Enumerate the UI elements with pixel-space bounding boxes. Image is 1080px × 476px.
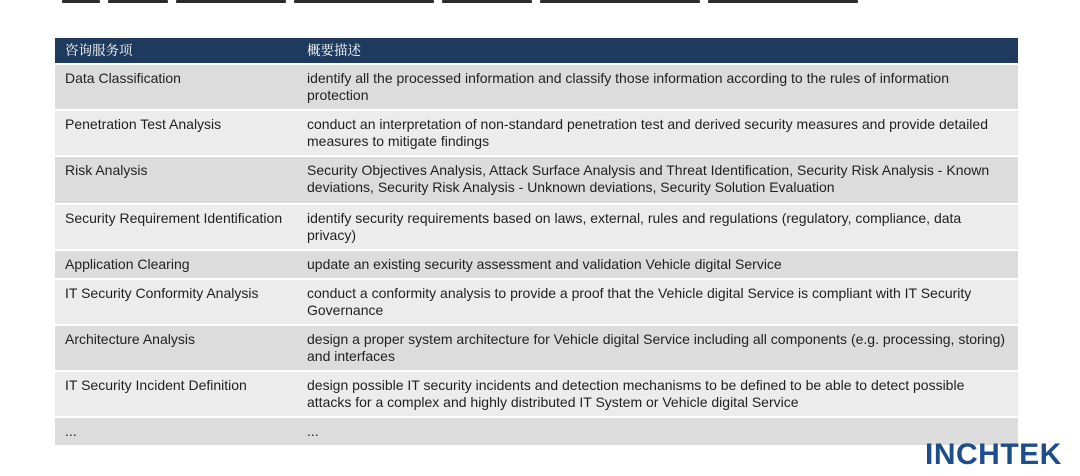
- service-cell: ...: [55, 416, 297, 445]
- service-cell: Penetration Test Analysis: [55, 109, 297, 155]
- service-cell: IT Security Conformity Analysis: [55, 278, 297, 324]
- description-cell: conduct a conformity analysis to provide a proof that the Vehicle digital Service is compliant with IT Security Governance: [297, 278, 1018, 324]
- description-cell: conduct an interpretation of non-standard penetration test and derived security measures and provide detailed measures to mitigate findings: [297, 109, 1018, 155]
- table-row: [55, 370, 1018, 416]
- table-row: [55, 203, 1018, 249]
- consulting-services-table: [55, 38, 1018, 445]
- table-row: [55, 109, 1018, 155]
- table-row: [55, 155, 1018, 203]
- description-cell: design possible IT security incidents and detection mechanisms to be defined to be able to detect possible attacks for a complex and highly distributed IT System or Vehicle digital Service: [297, 370, 1018, 416]
- service-cell: Data Classification: [55, 63, 297, 109]
- column-header-description: 概要描述: [297, 38, 1018, 63]
- service-cell: Security Requirement Identification: [55, 203, 297, 249]
- column-header-service: 咨询服务项: [55, 38, 297, 63]
- service-cell: IT Security Incident Definition: [55, 370, 297, 416]
- table-header-row: [55, 38, 1018, 63]
- table-row: [55, 324, 1018, 370]
- service-cell: Risk Analysis: [55, 155, 297, 203]
- table-row: [55, 416, 1018, 445]
- table-row: [55, 278, 1018, 324]
- description-cell: ...: [297, 416, 1018, 445]
- service-cell: Application Clearing: [55, 249, 297, 278]
- table-row: [55, 63, 1018, 109]
- description-cell: Security Objectives Analysis, Attack Surface Analysis and Threat Identification, Security Risk Analysis - Known deviations, Security Risk Analysis - Unknown deviations, Security Solution Evaluation: [297, 155, 1018, 203]
- description-cell: update an existing security assessment and validation Vehicle digital Service: [297, 249, 1018, 278]
- description-cell: identify all the processed information and classify those information according to the rules of information protection: [297, 63, 1018, 109]
- inchtek-logo: INCHTEK: [925, 438, 1062, 471]
- description-cell: identify security requirements based on laws, external, rules and regulations (regulatory, compliance, data privacy): [297, 203, 1018, 249]
- service-cell: Architecture Analysis: [55, 324, 297, 370]
- cropped-text-line: [0, 0, 1080, 8]
- table-row: [55, 249, 1018, 278]
- description-cell: design a proper system architecture for Vehicle digital Service including all components (e.g. processing, storing) and interfaces: [297, 324, 1018, 370]
